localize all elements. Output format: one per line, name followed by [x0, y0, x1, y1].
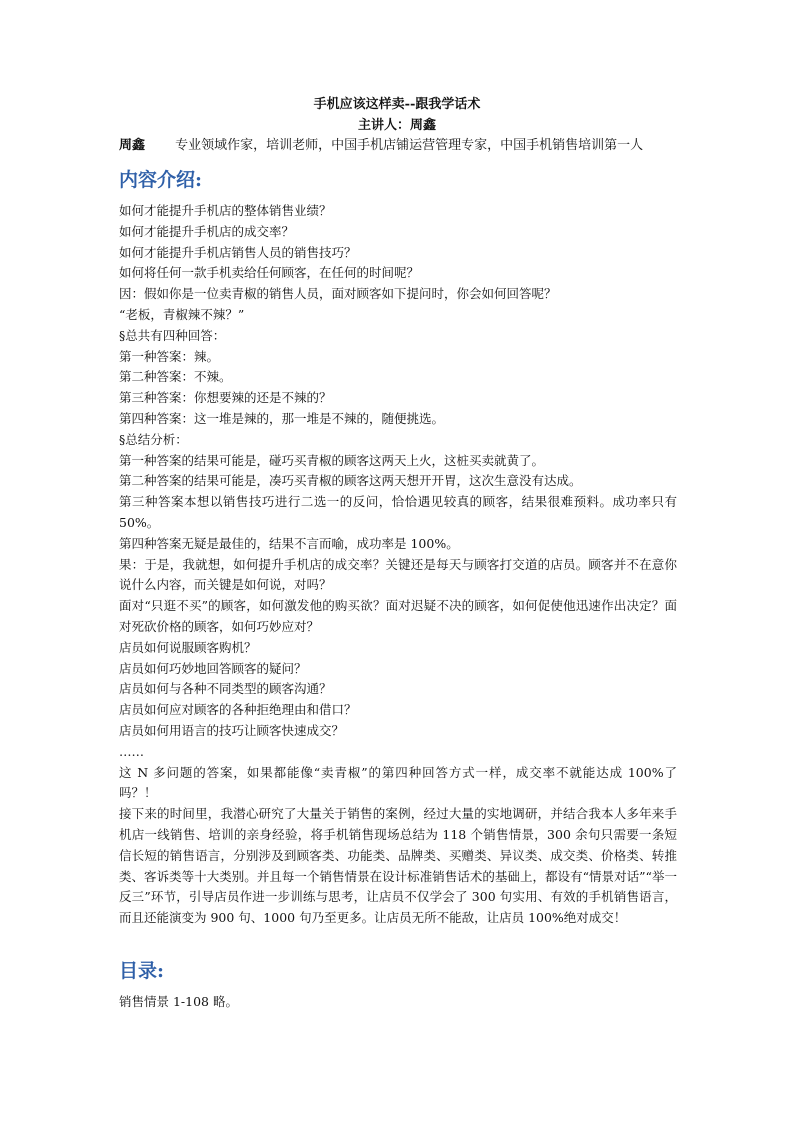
body-line: 店员如何与各种不同类型的顾客沟通？ — [119, 681, 332, 697]
body-line: 第一种答案的结果可能是，碰巧买青椒的顾客这两天上火，这桩买卖就黄了。 — [119, 452, 545, 468]
body-line: §总结分析： — [119, 431, 188, 447]
author-line — [119, 136, 719, 156]
body-line: 第一种答案：辣。 — [119, 348, 220, 364]
body-paragraph: 面对“只逛不买”的顾客，如何激发他的购买欲？面对迟疑不决的顾客，如何促使他迅速作出决定？面对死砍价格的顾客，如何巧妙应对？ — [119, 598, 677, 634]
document-subtitle: 主讲人：周鑫 — [357, 118, 436, 133]
body-line: 第二种答案的结果可能是，凑巧买青椒的顾客这两天想开开胃，这次生意没有达成。 — [119, 473, 582, 489]
body-line: 因：假如你是一位卖青椒的销售人员，面对顾客如下提问时，你会如何回答呢？ — [119, 286, 557, 302]
body-line: 第四种答案：这一堆是辣的，那一堆是不辣的，随便挑选。 — [119, 410, 445, 426]
body-paragraph: 第三种答案本想以销售技巧进行二选一的反问，恰恰遇见较真的顾客，结果很难预料。成功率只有 50%。 — [119, 494, 677, 530]
body-line: 店员如何巧妙地回答顾客的疑问？ — [119, 660, 307, 676]
body-paragraph: 接下来的时间里，我潜心研究了大量关于销售的案例，经过大量的实地调研，并结合我本人多年来手机店一线销售、培训的亲身经验，将手机销售现场总结为 118 个销售情景，300 余句只需要一条短信长短的销售语言，分别涉及到顾客类、功能类、品牌类、买赠类、异议类、成交类、价格类、转推类、客诉类等十大类别。并且每一个销售情景在设计标准销售话术的基础上，都设有“情景对话”“举一反三”环节，引导店员作进一步训练与思考，让店员不仅学会了 300 句实用、有效的手机销售语言，而且还能演变为 900 句、1000 句乃至更多。让店员无所不能敌，让店员 100%绝对成交！ — [119, 806, 677, 926]
toc-heading: 目录: — [119, 960, 165, 982]
body-line: 第四种答案无疑是最佳的，结果不言而喻，成功率是 100%。 — [119, 535, 459, 551]
body-line: 如何才能提升手机店的成交率？ — [119, 223, 295, 239]
body-line: 第三种答案：你想要辣的还是不辣的？ — [119, 390, 332, 406]
body-line: 如何才能提升手机店的整体销售业绩？ — [119, 203, 332, 218]
body-line: §总共有四种回答： — [119, 327, 226, 343]
document-title: 手机应该这样卖--跟我学话术 — [313, 97, 481, 112]
body-line: 店员如何应对顾客的各种拒绝理由和借口？ — [119, 702, 357, 718]
body-line: 店员如何说服顾客购机？ — [119, 639, 257, 655]
intro-heading: 内容介绍: — [119, 169, 203, 191]
body-line: 如何将任何一款手机卖给任何顾客，在任何的时间呢？ — [119, 265, 420, 281]
toc-body — [119, 992, 677, 1013]
author-bio: 专业领域作家，培训老师，中国手机店铺运营管理专家，中国手机销售培训第一人 — [175, 138, 644, 153]
intro-body — [119, 201, 677, 929]
body-line: 店员如何用语言的技巧让顾客快速成交？ — [119, 722, 345, 738]
body-paragraph: 果：于是，我就想，如何提升手机店的成交率？关键还是每天与顾客打交道的店员。顾客并不在意你说什么内容，而关键是如何说，对吗？ — [119, 556, 677, 593]
author-name: 周鑫 — [119, 138, 146, 153]
body-line: “老板，青椒辣不辣？” — [119, 306, 245, 322]
body-line: 第二种答案：不辣。 — [119, 369, 232, 385]
toc-line: 销售情景 1-108 略。 — [119, 994, 238, 1009]
body-line: 如何才能提升手机店销售人员的销售技巧？ — [119, 244, 357, 260]
body-paragraph: 这 N 多问题的答案，如果都能像“卖青椒”的第四种回答方式一样，成交率不就能达成 100%了吗？！ — [119, 764, 677, 801]
ellipsis-line: …… — [119, 743, 144, 759]
